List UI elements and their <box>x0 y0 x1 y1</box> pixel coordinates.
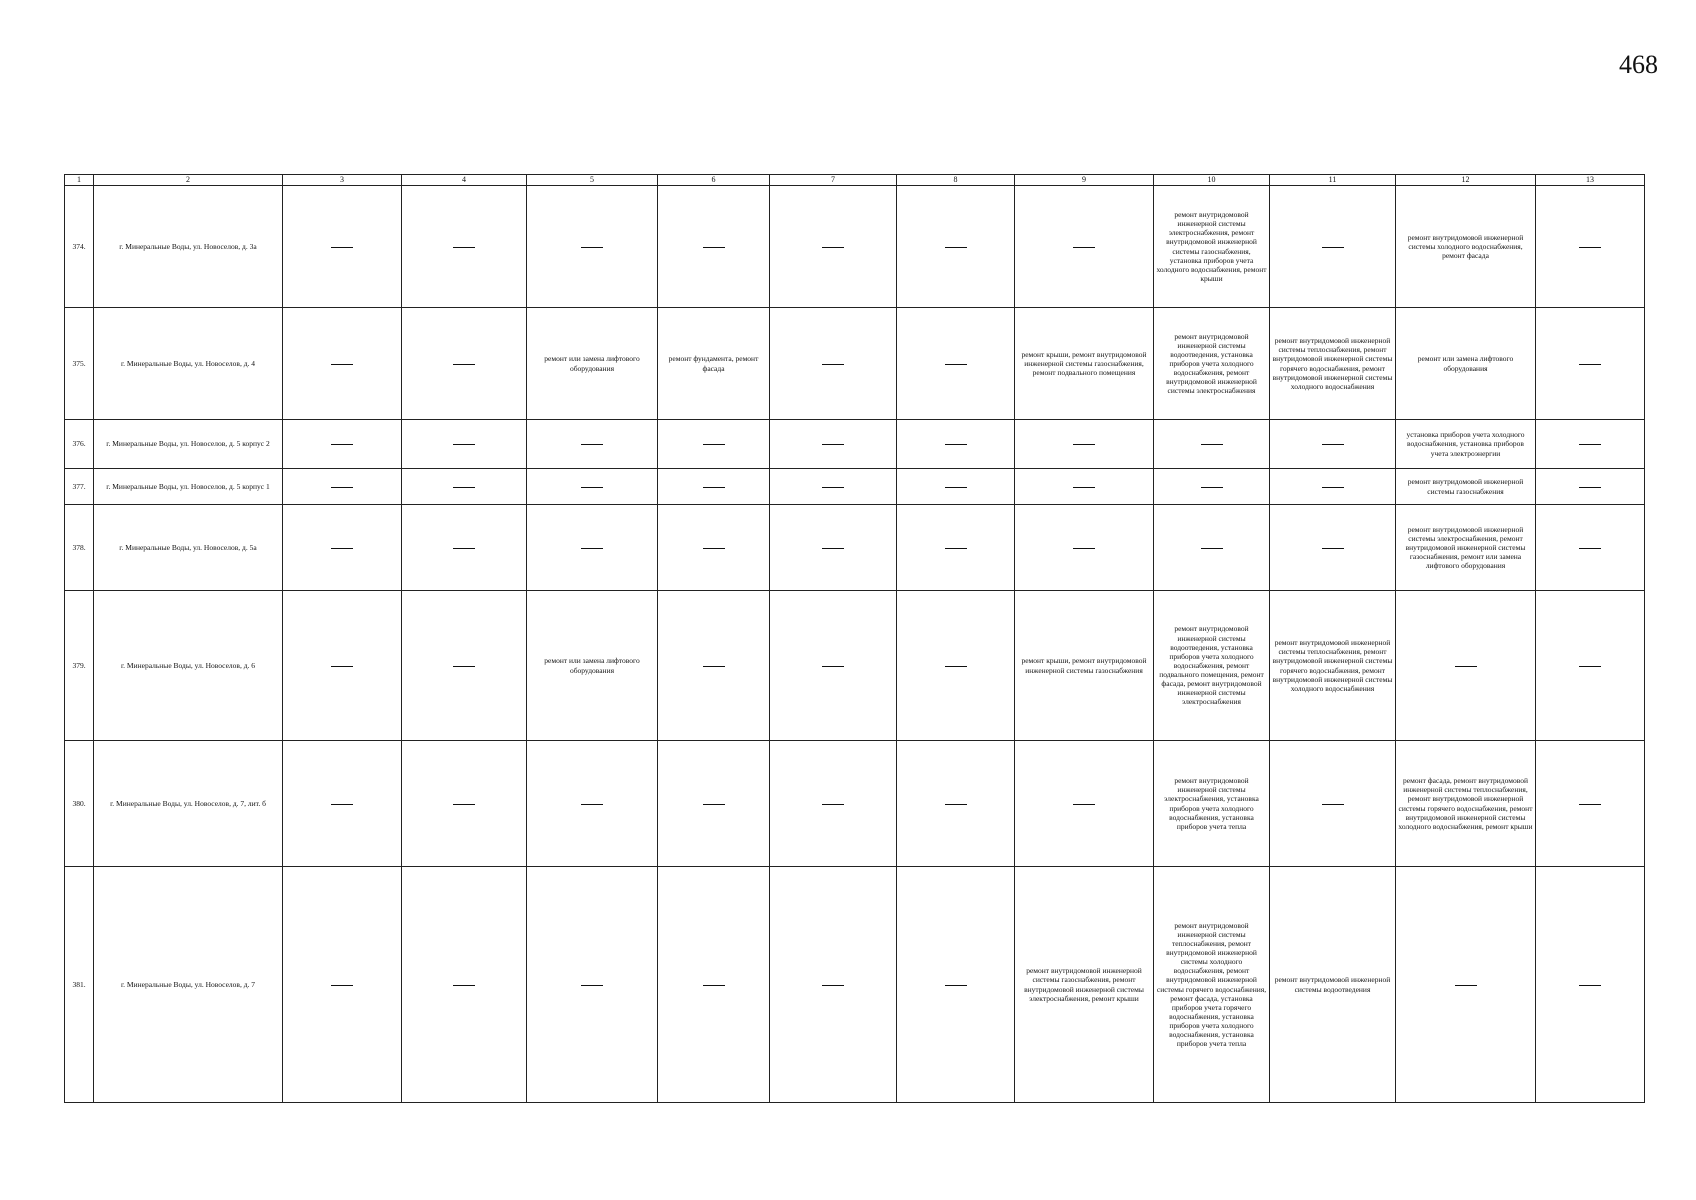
empty-cell <box>770 591 897 741</box>
work-description-cell: ремонт внутридомовой инженерной системы теплоснабжения, ремонт внутридомовой инженерной системы холодного водоснабжения, ремонт внутридомовой инженерной системы горячего водоснабжения, ремонт фасада, установка приборов учета горячего водоснабжения, установка приборов учета холодного водоснабжения, установка приборов учета тепла <box>1154 867 1270 1103</box>
empty-cell <box>897 186 1015 308</box>
dash-mark <box>581 487 603 488</box>
empty-cell <box>1536 505 1645 591</box>
empty-cell <box>770 741 897 867</box>
empty-cell <box>658 591 770 741</box>
dash-mark <box>945 548 967 549</box>
dash-mark <box>822 487 844 488</box>
dash-mark <box>1201 548 1223 549</box>
work-description-cell: ремонт или замена лифтового оборудования <box>527 591 658 741</box>
empty-cell <box>770 867 897 1103</box>
column-header: 7 <box>770 175 897 186</box>
table-row <box>65 867 1645 1103</box>
row-number: 378. <box>65 505 94 591</box>
dash-mark <box>703 804 725 805</box>
column-header: 6 <box>658 175 770 186</box>
column-header: 12 <box>1396 175 1536 186</box>
empty-cell <box>1536 591 1645 741</box>
dash-mark <box>945 487 967 488</box>
empty-cell <box>1015 420 1154 469</box>
dash-mark <box>1579 444 1601 445</box>
dash-mark <box>703 985 725 986</box>
dash-mark <box>822 247 844 248</box>
empty-cell <box>897 308 1015 420</box>
empty-cell <box>1270 420 1396 469</box>
empty-cell <box>527 469 658 505</box>
work-description-cell: ремонт внутридомовой инженерной системы теплоснабжения, ремонт внутридомовой инженерной системы горячего водоснабжения, ремонт внутридомовой инженерной системы холодного водоснабжения <box>1270 591 1396 741</box>
empty-cell <box>283 420 402 469</box>
work-description-cell: ремонт внутридомовой инженерной системы электроснабжения, ремонт внутридомовой инженерной системы газоснабжения, установка приборов учета холодного водоснабжения, ремонт крыши <box>1154 186 1270 308</box>
row-number: 376. <box>65 420 94 469</box>
dash-mark <box>703 666 725 667</box>
address-cell: г. Минеральные Воды, ул. Новоселов, д. 5а <box>94 505 283 591</box>
empty-cell <box>283 469 402 505</box>
empty-cell <box>897 505 1015 591</box>
empty-cell <box>1536 867 1645 1103</box>
work-description-cell: ремонт внутридомовой инженерной системы теплоснабжения, ремонт внутридомовой инженерной системы горячего водоснабжения, ремонт внутридомовой инженерной системы холодного водоснабжения <box>1270 308 1396 420</box>
dash-mark <box>1201 487 1223 488</box>
empty-cell <box>283 308 402 420</box>
dash-mark <box>453 804 475 805</box>
column-header: 5 <box>527 175 658 186</box>
dash-mark <box>581 444 603 445</box>
row-number: 380. <box>65 741 94 867</box>
dash-mark <box>331 444 353 445</box>
dash-mark <box>331 247 353 248</box>
page-number: 468 <box>1619 50 1658 79</box>
address-cell: г. Минеральные Воды, ул. Новоселов, д. 5 корпус 1 <box>94 469 283 505</box>
address-cell: г. Минеральные Воды, ул. Новоселов, д. 6 <box>94 591 283 741</box>
empty-cell <box>402 505 527 591</box>
work-description-cell: ремонт внутридомовой инженерной системы водоотведения, установка приборов учета холодного водоснабжения, ремонт подвального помещения, ремонт фасада, ремонт внутридомовой инженерной системы электроснабжения <box>1154 591 1270 741</box>
empty-cell <box>283 186 402 308</box>
work-description-cell: ремонт внутридомовой инженерной системы газоснабжения, ремонт внутридомовой инженерной системы электроснабжения, ремонт крыши <box>1015 867 1154 1103</box>
dash-mark <box>1073 804 1095 805</box>
empty-cell <box>1154 505 1270 591</box>
work-description-cell: ремонт фасада, ремонт внутридомовой инженерной системы теплоснабжения, ремонт внутридомовой инженерной системы горячего водоснабжения, ремонт внутридомовой инженерной системы холодного водоснабжения, ремонт крыши <box>1396 741 1536 867</box>
empty-cell <box>770 420 897 469</box>
empty-cell <box>1015 469 1154 505</box>
dash-mark <box>1579 364 1601 365</box>
dash-mark <box>822 666 844 667</box>
empty-cell <box>402 469 527 505</box>
dash-mark <box>945 985 967 986</box>
empty-cell <box>402 420 527 469</box>
work-description-cell: ремонт внутридомовой инженерной системы электроснабжения, установка приборов учета холодного водоснабжения, установка приборов учета тепла <box>1154 741 1270 867</box>
table-row <box>65 591 1645 741</box>
empty-cell <box>1536 186 1645 308</box>
dash-mark <box>581 548 603 549</box>
empty-cell <box>897 741 1015 867</box>
empty-cell <box>1270 505 1396 591</box>
dash-mark <box>1322 548 1344 549</box>
dash-mark <box>822 985 844 986</box>
empty-cell <box>1396 867 1536 1103</box>
empty-cell <box>527 420 658 469</box>
empty-cell <box>1270 741 1396 867</box>
dash-mark <box>945 804 967 805</box>
table-row <box>65 308 1645 420</box>
empty-cell <box>283 741 402 867</box>
work-description-cell: ремонт внутридомовой инженерной системы газоснабжения <box>1396 469 1536 505</box>
empty-cell <box>1015 505 1154 591</box>
empty-cell <box>1015 186 1154 308</box>
repair-program-table <box>64 174 1645 1103</box>
dash-mark <box>1322 804 1344 805</box>
dash-mark <box>1322 444 1344 445</box>
work-description-cell: ремонт фундамента, ремонт фасада <box>658 308 770 420</box>
empty-cell <box>402 308 527 420</box>
empty-cell <box>1396 591 1536 741</box>
dash-mark <box>703 548 725 549</box>
dash-mark <box>945 364 967 365</box>
dash-mark <box>1579 804 1601 805</box>
empty-cell <box>1270 186 1396 308</box>
row-number: 381. <box>65 867 94 1103</box>
empty-cell <box>1154 420 1270 469</box>
address-cell: г. Минеральные Воды, ул. Новоселов, д. 7, лит. б <box>94 741 283 867</box>
work-description-cell: ремонт или замена лифтового оборудования <box>527 308 658 420</box>
empty-cell <box>897 469 1015 505</box>
column-header: 9 <box>1015 175 1154 186</box>
empty-cell <box>527 186 658 308</box>
empty-cell <box>658 186 770 308</box>
empty-cell <box>658 420 770 469</box>
empty-cell <box>1154 469 1270 505</box>
column-header: 3 <box>283 175 402 186</box>
dash-mark <box>1579 985 1601 986</box>
column-header: 4 <box>402 175 527 186</box>
dash-mark <box>453 487 475 488</box>
table-row <box>65 469 1645 505</box>
empty-cell <box>527 505 658 591</box>
empty-cell <box>402 741 527 867</box>
work-description-cell: ремонт или замена лифтового оборудования <box>1396 308 1536 420</box>
work-description-cell: ремонт внутридомовой инженерной системы водоотведения, установка приборов учета холодного водоснабжения, ремонт внутридомовой инженерной системы электроснабжения <box>1154 308 1270 420</box>
dash-mark <box>453 444 475 445</box>
dash-mark <box>581 804 603 805</box>
empty-cell <box>897 867 1015 1103</box>
row-number: 374. <box>65 186 94 308</box>
dash-mark <box>331 364 353 365</box>
column-header: 13 <box>1536 175 1645 186</box>
empty-cell <box>770 505 897 591</box>
table-row <box>65 505 1645 591</box>
empty-cell <box>1536 420 1645 469</box>
row-number: 379. <box>65 591 94 741</box>
table-row <box>65 741 1645 867</box>
dash-mark <box>822 804 844 805</box>
dash-mark <box>822 548 844 549</box>
address-cell: г. Минеральные Воды, ул. Новоселов, д. 3а <box>94 186 283 308</box>
dash-mark <box>703 444 725 445</box>
dash-mark <box>945 444 967 445</box>
dash-mark <box>331 548 353 549</box>
work-description-cell: ремонт крыши, ремонт внутридомовой инженерной системы газоснабжения <box>1015 591 1154 741</box>
dash-mark <box>331 666 353 667</box>
empty-cell <box>1270 469 1396 505</box>
empty-cell <box>1536 469 1645 505</box>
empty-cell <box>897 420 1015 469</box>
empty-cell <box>283 867 402 1103</box>
empty-cell <box>527 741 658 867</box>
work-description-cell: ремонт внутридомовой инженерной системы электроснабжения, ремонт внутридомовой инженерной системы газоснабжения, ремонт или замена лифтового оборудования <box>1396 505 1536 591</box>
dash-mark <box>703 487 725 488</box>
empty-cell <box>283 591 402 741</box>
row-number: 377. <box>65 469 94 505</box>
empty-cell <box>658 867 770 1103</box>
dash-mark <box>1579 247 1601 248</box>
empty-cell <box>1536 308 1645 420</box>
column-header: 2 <box>94 175 283 186</box>
empty-cell <box>658 741 770 867</box>
dash-mark <box>1201 444 1223 445</box>
dash-mark <box>581 985 603 986</box>
column-header: 11 <box>1270 175 1396 186</box>
dash-mark <box>453 247 475 248</box>
dash-mark <box>1579 487 1601 488</box>
address-cell: г. Минеральные Воды, ул. Новоселов, д. 4 <box>94 308 283 420</box>
address-cell: г. Минеральные Воды, ул. Новоселов, д. 7 <box>94 867 283 1103</box>
empty-cell <box>402 867 527 1103</box>
dash-mark <box>945 666 967 667</box>
empty-cell <box>402 186 527 308</box>
dash-mark <box>1455 985 1477 986</box>
dash-mark <box>1322 487 1344 488</box>
empty-cell <box>658 469 770 505</box>
dash-mark <box>1073 247 1095 248</box>
work-description-cell: ремонт крыши, ремонт внутридомовой инженерной системы газоснабжения, ремонт подвального помещения <box>1015 308 1154 420</box>
empty-cell <box>770 308 897 420</box>
dash-mark <box>822 364 844 365</box>
dash-mark <box>331 804 353 805</box>
column-header: 8 <box>897 175 1015 186</box>
empty-cell <box>402 591 527 741</box>
empty-cell <box>1536 741 1645 867</box>
dash-mark <box>331 985 353 986</box>
dash-mark <box>453 364 475 365</box>
dash-mark <box>822 444 844 445</box>
dash-mark <box>945 247 967 248</box>
dash-mark <box>453 985 475 986</box>
address-cell: г. Минеральные Воды, ул. Новоселов, д. 5 корпус 2 <box>94 420 283 469</box>
dash-mark <box>1073 487 1095 488</box>
empty-cell <box>283 505 402 591</box>
empty-cell <box>527 867 658 1103</box>
column-header: 10 <box>1154 175 1270 186</box>
dash-mark <box>453 548 475 549</box>
column-number-row <box>65 175 1645 186</box>
dash-mark <box>1073 548 1095 549</box>
dash-mark <box>1073 444 1095 445</box>
column-header: 1 <box>65 175 94 186</box>
dash-mark <box>453 666 475 667</box>
dash-mark <box>1579 548 1601 549</box>
table-row <box>65 420 1645 469</box>
dash-mark <box>1579 666 1601 667</box>
dash-mark <box>1322 247 1344 248</box>
dash-mark <box>331 487 353 488</box>
empty-cell <box>897 591 1015 741</box>
dash-mark <box>581 247 603 248</box>
empty-cell <box>770 469 897 505</box>
empty-cell <box>658 505 770 591</box>
empty-cell <box>1015 741 1154 867</box>
work-description-cell: установка приборов учета холодного водоснабжения, установка приборов учета электроэнергии <box>1396 420 1536 469</box>
work-description-cell: ремонт внутридомовой инженерной системы водоотведения <box>1270 867 1396 1103</box>
table-row <box>65 186 1645 308</box>
row-number: 375. <box>65 308 94 420</box>
empty-cell <box>770 186 897 308</box>
work-description-cell: ремонт внутридомовой инженерной системы холодного водоснабжения, ремонт фасада <box>1396 186 1536 308</box>
dash-mark <box>1455 666 1477 667</box>
dash-mark <box>703 247 725 248</box>
